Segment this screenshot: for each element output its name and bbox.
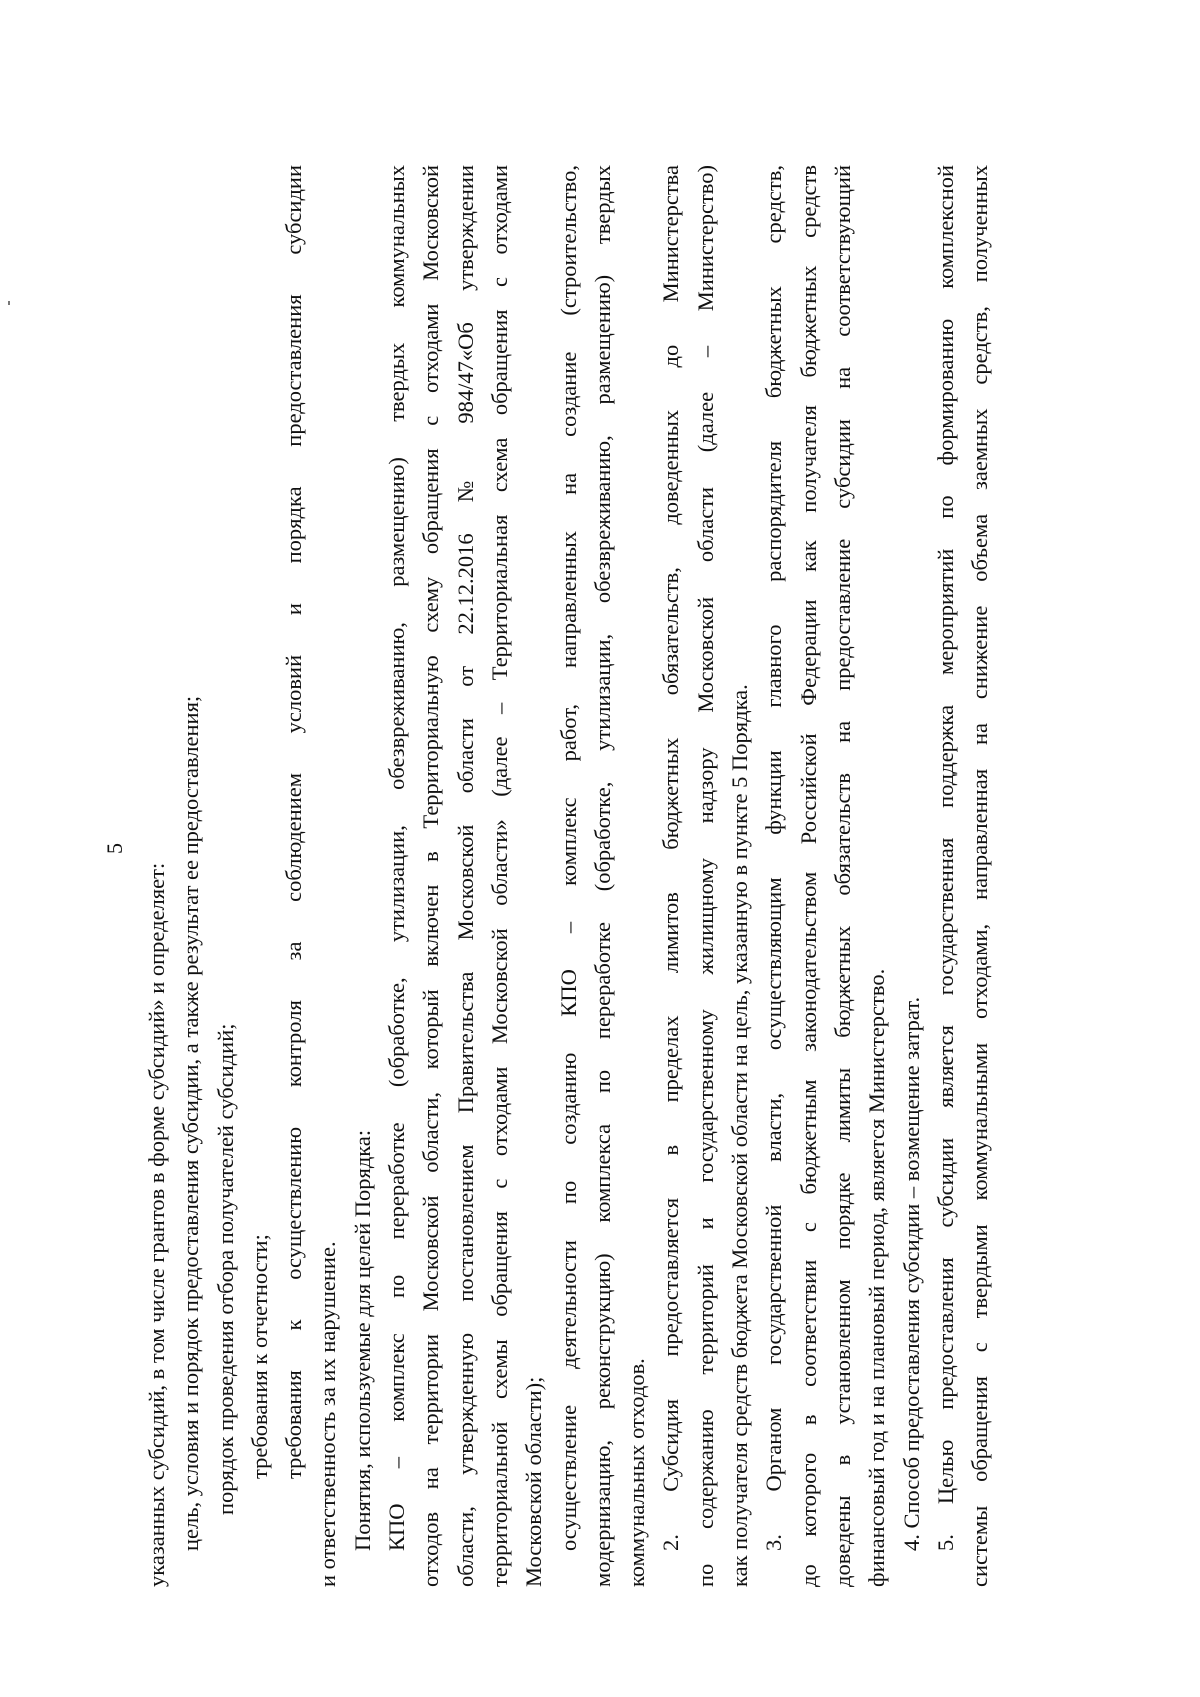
text-line: осуществление деятельности по созданию КПО – комплекс работ, направленных на создание (строительство, (555, 165, 581, 1551)
text-line: системы обращения с твердыми коммунальными отходами, направленная на снижение объема заемных средств, полученных (967, 165, 993, 1587)
text-line: 2. Субсидия предоставляется в пределах лимитов бюджетных обязательств, доведенных до Министерства (658, 165, 684, 1551)
text-line: Московской области); (521, 1376, 547, 1587)
document-text (140, 165, 997, 1587)
text-line: области, утвержденную постановлением Правительства Московской области от 22.12.2016 № 984/47«Об утверждении (452, 165, 478, 1587)
text-line: территориальной схемы обращения с отходами Московской области» (далее – Территориальная схема обращения с отходами (486, 165, 512, 1587)
text-line: требования к осуществлению контроля за соблюдением условий и порядка предоставления субсидии (281, 165, 307, 1479)
text-line: и ответственность за их нарушение. (315, 1241, 341, 1587)
text-line: 5. Целью предоставления субсидии является государственная поддержка мероприятий по формированию комплексной (932, 165, 958, 1551)
text-line: требования к отчетности; (246, 1234, 272, 1479)
text-line: указанных субсидий, в том числе грантов в форме субсидий» и определяет: (144, 862, 169, 1587)
text-line: коммунальных отходов. (624, 1358, 650, 1587)
text-line: КПО – комплекс по переработке (обработке, утилизации, обезвреживанию, размещению) твердых коммунальных (384, 165, 410, 1551)
text-line: цель, условия и порядок предоставления субсидии, а также результат ее предоставления; (178, 695, 204, 1551)
text-line: 4. Способ предоставления субсидии – возмещение затрат. (898, 996, 924, 1551)
text-line: доведены в установленном порядке лимиты бюджетных обязательств на предоставление субсидии на соответствующий (829, 165, 855, 1587)
text-line: как получателя средств бюджета Московской области на цель, указанную в пункте 5 Порядка. (727, 684, 753, 1587)
text-line: по содержанию территорий и государственному жилищному надзору Московской области (далее – Министерство) (692, 165, 718, 1587)
text-line: отходов на территории Московской области, который включен в Территориальную схему обращения с отходами Московской (418, 165, 444, 1587)
text-line: модернизацию, реконструкцию) комплекса по переработке (обработке, утилизации, обезвреживанию, размещению) твердых (589, 165, 615, 1587)
page-number: 5 (102, 843, 127, 854)
text-line: до которого в соответствии с бюджетным законодательством Российской Федерации как получателя бюджетных средств (795, 165, 821, 1587)
text-line: 3. Органом государственной власти, осуществляющим функции главного распорядителя бюджетных средств, (761, 165, 787, 1551)
scan-speck (8, 301, 10, 305)
text-line: финансовый год и на плановый период, является Министерство. (864, 968, 890, 1587)
text-line: порядок проведения отбора получателей субсидий; (212, 1023, 238, 1515)
text-line: Понятия, используемые для целей Порядка: (349, 1129, 375, 1551)
